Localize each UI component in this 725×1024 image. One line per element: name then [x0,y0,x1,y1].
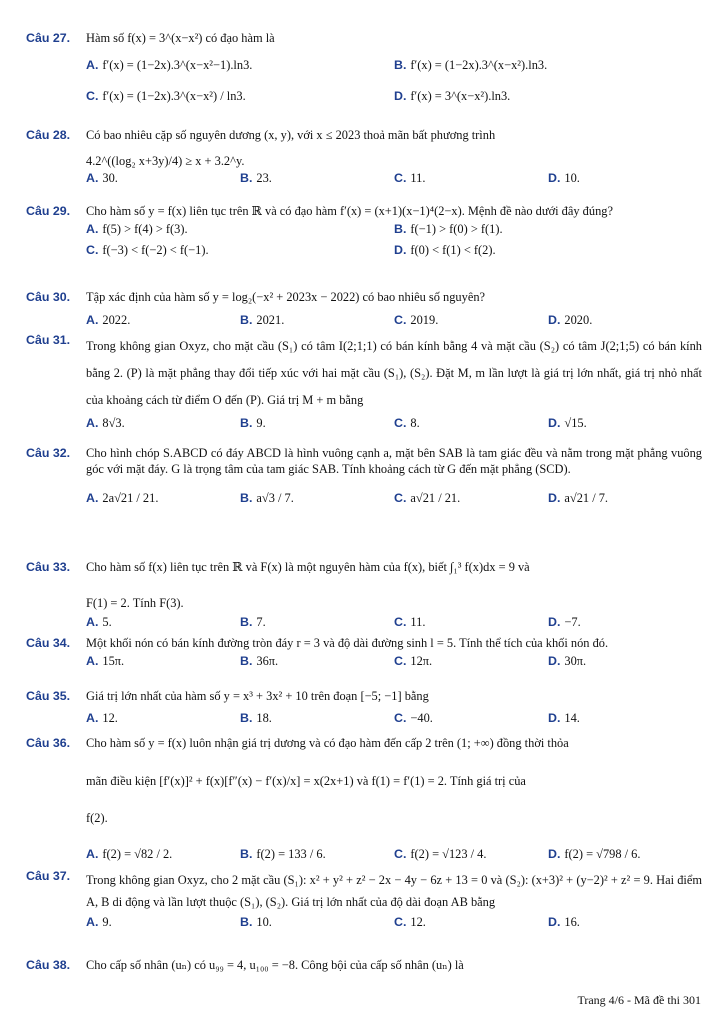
question-34 [26,636,702,669]
option-a[interactable]: A. 8√3. [86,416,125,430]
option-d[interactable]: D. 16. [548,915,580,929]
options [86,915,702,931]
question-text: Tập xác định của hàm số y = log₂(−x² + 2023x − 2022) có bao nhiêu số nguyên? [86,290,486,304]
option-d[interactable]: D. √15. [548,416,587,430]
option-a[interactable]: A. 30. [86,171,118,185]
options [86,58,702,105]
question-label: Câu 33. [26,560,71,574]
option-d[interactable]: D. 10. [548,171,580,185]
option-b[interactable]: B. 36π. [240,653,279,668]
options [86,222,702,259]
question-text: Cho hàm số y = f(x) liên tục trên ℝ và có đạo hàm f′(x) = (x+1)(x−1)⁴(2−x). Mệnh đề nào dưới đây đúng? [86,204,613,218]
option-a[interactable]: A. f(5) > f(4) > f(3). [86,221,188,236]
option-a[interactable]: A. 2022. [86,312,131,327]
option-b[interactable]: B. 10. [240,915,272,929]
option-c[interactable]: C. −40. [394,710,433,725]
question-text: Cho cấp số nhân (uₙ) có u₉₉ = 4, u₁₀₀ = −8. Công bội của cấp số nhân (uₙ) là [86,958,464,972]
options [86,416,702,432]
question-text: Hàm số f(x) = 3^(x−x²) có đạo hàm là [86,31,275,45]
option-d[interactable]: D. f′(x) = 3^(x−x²).ln3. [394,89,511,103]
option-c[interactable]: C. 8. [394,416,420,430]
question-text: Giá trị lớn nhất của hàm số y = x³ + 3x² + 10 trên đoạn [−5; −1] bằng [86,689,429,703]
option-d[interactable]: D. 30π. [548,653,587,668]
question-text-continued: mãn điều kiện [f′(x)]² + f(x)[f″(x) − f′(x)/x] = x(2x+1) và f(1) = f′(1) = 2. Tính giá trị của [86,773,526,788]
question-38 [26,958,702,974]
option-d[interactable]: D. 14. [548,710,580,725]
options [86,491,702,507]
option-a[interactable]: A. 5. [86,615,112,629]
question-label: Câu 31. [26,333,71,347]
question-text: Cho hàm số f(x) liên tục trên ℝ và F(x) là một nguyên hàm của f(x), biết ∫₁³ f(x)dx = 9 và [86,560,530,574]
option-a[interactable]: A. 2a√21 / 21. [86,491,159,505]
question-label: Câu 30. [26,290,71,304]
option-d[interactable]: D. −7. [548,615,581,629]
question-text: Có bao nhiêu cặp số nguyên dương (x, y), với x ≤ 2023 thoả mãn bất phương trình [86,128,496,142]
question-text: Một khối nón có bán kính đường tròn đáy r = 3 và độ dài đường sinh l = 5. Tính thể tích của khối nón đó. [86,636,609,650]
question-text: Cho hàm số y = f(x) luôn nhận giá trị dương và có đạo hàm đến cấp 2 trên (1; +∞) đồng thời thỏa [86,736,569,750]
option-d[interactable]: D. f(2) = √798 / 6. [548,846,641,861]
options [86,313,702,329]
question-37 [26,869,702,931]
option-b[interactable]: B. 9. [240,416,266,430]
question-label: Câu 37. [26,869,71,883]
question-28 [26,128,702,187]
option-a[interactable]: A. 9. [86,915,112,929]
option-a[interactable]: A. f(2) = √82 / 2. [86,846,173,861]
options [86,654,702,670]
option-b[interactable]: B. 2021. [240,312,285,327]
question-label: Câu 34. [26,636,71,650]
option-a[interactable]: A. 15π. [86,653,125,668]
option-c[interactable]: C. a√21 / 21. [394,491,461,505]
option-c[interactable]: C. 2019. [394,312,439,327]
question-label: Câu 27. [26,31,71,45]
options [86,847,702,863]
question-35 [26,689,702,726]
option-c[interactable]: C. f(−3) < f(−2) < f(−1). [86,243,209,257]
page-footer: Trang 4/6 - Mã đề thi 301 [577,993,701,1007]
question-text-continued: 4.2^((log₂ x+3y)/4) ≥ x + 3.2^y. [86,153,245,168]
question-31 [26,333,702,432]
option-d[interactable]: D. f(0) < f(1) < f(2). [394,243,496,257]
option-c[interactable]: C. f(2) = √123 / 4. [394,846,487,861]
option-c[interactable]: C. 12π. [394,653,433,668]
question-33 [26,560,702,631]
question-text: Trong không gian Oxyz, cho 2 mặt cầu (S₁): x² + y² + z² − 2x − 4y − 6z + 13 = 0 và (S₂): (x+3)² + (y−2)² + z² = 9. Hai điểm A, B di động và lần lượt thuộc (S₁), (S₂). Giá trị lớn nhất của độ dài đoạn AB bằng [86,873,702,909]
question-text: Trong không gian Oxyz, cho mặt cầu (S₁) có tâm I(2;1;1) có bán kính bằng 4 và mặt cầu (S₂) có tâm J(2;1;5) có bán kính bằng 2. (P) là mặt phẳng thay đổi tiếp xúc với hai mặt cầu (S₁), (S₂). Đặt M, m lần lượt là giá trị lớn nhất, giá trị nhỏ nhất của khoảng cách từ điểm O đến (P). Giá trị M + m bằng [86,339,702,407]
option-b[interactable]: B. 18. [240,710,272,725]
option-a[interactable]: A. f′(x) = (1−2x).3^(x−x²−1).ln3. [86,57,253,72]
question-label: Câu 36. [26,736,71,750]
question-32 [26,446,702,507]
option-d[interactable]: D. a√21 / 7. [548,491,609,505]
option-b[interactable]: B. a√3 / 7. [240,491,294,505]
question-29 [26,204,702,259]
option-c[interactable]: C. 11. [394,615,426,629]
option-a[interactable]: A. 12. [86,710,118,725]
option-b[interactable]: B. f(2) = 133 / 6. [240,846,326,861]
question-label: Câu 32. [26,446,71,460]
option-b[interactable]: B. f(−1) > f(0) > f(1). [394,221,503,236]
question-label: Câu 38. [26,958,71,972]
option-d[interactable]: D. 2020. [548,312,593,327]
question-text: Cho hình chóp S.ABCD có đáy ABCD là hình vuông cạnh a, mặt bên SAB là tam giác đều và nằm trong mặt phẳng vuông góc với mặt đáy. G là trọng tâm của tam giác SAB. Tính khoảng cách từ G đến mặt phẳng (SCD). [86,446,702,476]
options [86,711,702,727]
question-30 [26,290,702,328]
option-c[interactable]: C. 12. [394,915,426,929]
question-label: Câu 35. [26,689,71,703]
question-text-end: f(2). [86,811,108,825]
option-c[interactable]: C. 11. [394,171,426,185]
question-27 [26,31,702,105]
options [86,171,702,187]
option-b[interactable]: B. f′(x) = (1−2x).3^(x−x²).ln3. [394,57,548,72]
question-label: Câu 29. [26,204,71,218]
question-text-continued: F(1) = 2. Tính F(3). [86,595,184,610]
option-b[interactable]: B. 23. [240,171,272,185]
question-label: Câu 28. [26,128,71,142]
options [86,615,702,631]
option-b[interactable]: B. 7. [240,615,266,629]
option-c[interactable]: C. f′(x) = (1−2x).3^(x−x²) / ln3. [86,89,246,103]
question-36 [26,736,702,862]
